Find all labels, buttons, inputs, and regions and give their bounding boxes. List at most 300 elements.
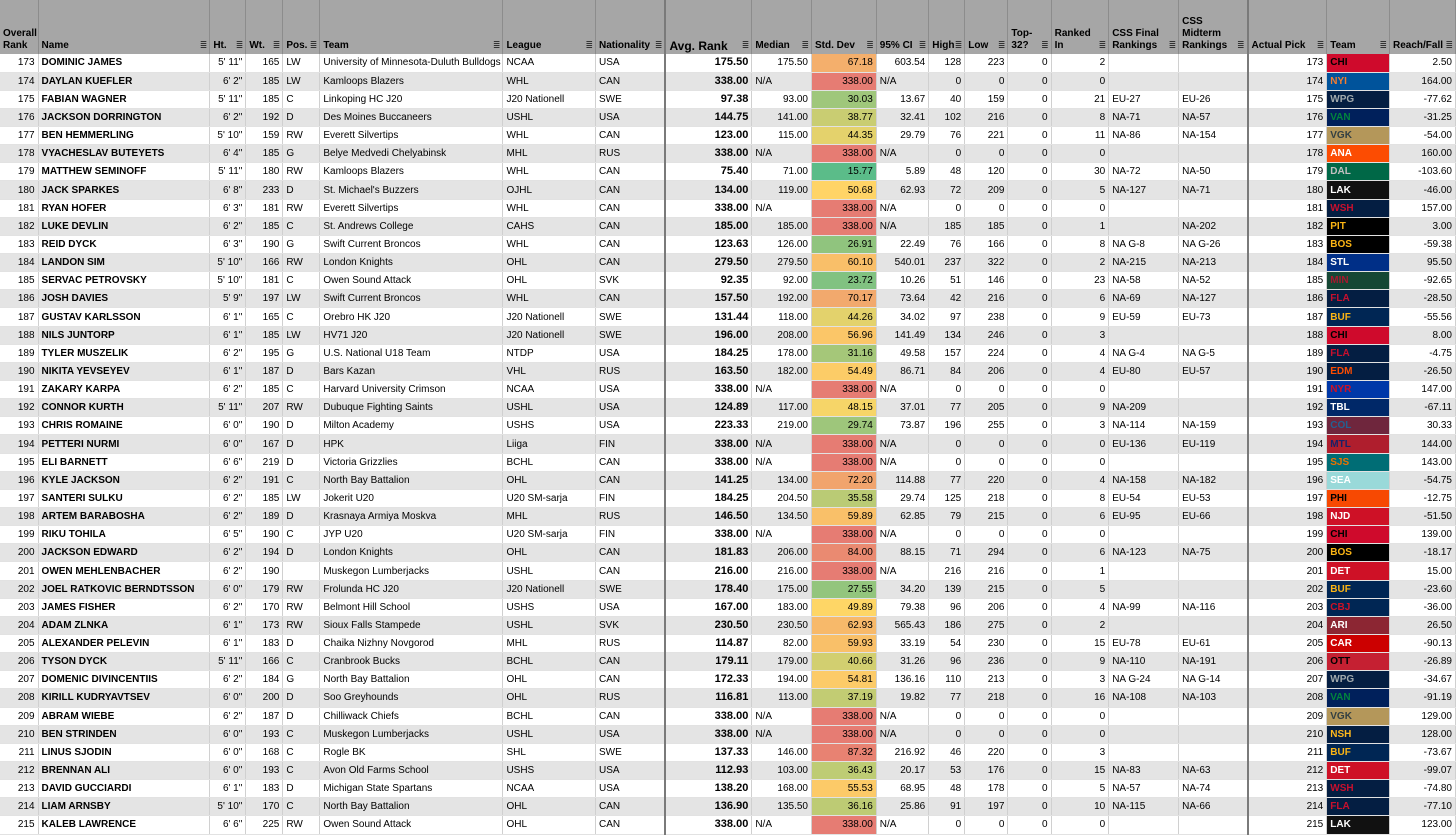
cell-high[interactable]: 76 bbox=[929, 235, 965, 253]
column-header[interactable] bbox=[1389, 0, 1455, 54]
cell-nationality[interactable]: RUS bbox=[596, 508, 666, 526]
cell-css-final[interactable] bbox=[1109, 381, 1179, 399]
cell-player-name[interactable]: DOMENIC DIVINCENTIIS bbox=[38, 671, 210, 689]
cell-team[interactable]: North Bay Battalion bbox=[320, 471, 503, 489]
cell-team[interactable]: JYP U20 bbox=[320, 526, 503, 544]
cell-top32[interactable]: 0 bbox=[1008, 471, 1051, 489]
cell-position[interactable]: C bbox=[283, 308, 320, 326]
filter-dropdown-icon[interactable]: ≣ bbox=[1168, 40, 1177, 50]
cell-high[interactable]: 71 bbox=[929, 544, 965, 562]
cell-position[interactable]: G bbox=[283, 235, 320, 253]
cell-actual-pick[interactable]: 205 bbox=[1248, 635, 1327, 653]
cell-league[interactable]: USHS bbox=[503, 761, 596, 779]
cell-css-final[interactable]: NA-215 bbox=[1109, 254, 1179, 272]
cell-drafting-team[interactable]: BOS bbox=[1327, 235, 1390, 253]
cell-position[interactable]: D bbox=[283, 435, 320, 453]
cell-drafting-team[interactable]: NJD bbox=[1327, 508, 1390, 526]
cell-position[interactable]: C bbox=[283, 272, 320, 290]
cell-rank[interactable]: 177 bbox=[0, 127, 38, 145]
cell-player-name[interactable]: NIKITA YEVSEYEV bbox=[38, 362, 210, 380]
cell-std-dev[interactable]: 60.10 bbox=[811, 254, 876, 272]
filter-dropdown-icon[interactable]: ≣ bbox=[585, 40, 593, 50]
cell-position[interactable]: C bbox=[283, 798, 320, 816]
table-row[interactable] bbox=[0, 308, 1456, 326]
cell-team[interactable]: Rogle BK bbox=[320, 743, 503, 761]
cell-position[interactable]: D bbox=[283, 689, 320, 707]
cell-team[interactable]: Krasnaya Armiya Moskva bbox=[320, 508, 503, 526]
cell-drafting-team[interactable]: ARI bbox=[1327, 616, 1390, 634]
cell-player-name[interactable]: ZAKARY KARPA bbox=[38, 381, 210, 399]
cell-std-dev[interactable]: 29.74 bbox=[811, 417, 876, 435]
cell-ci95[interactable]: 62.85 bbox=[876, 508, 928, 526]
cell-css-midterm[interactable]: NA-52 bbox=[1179, 272, 1248, 290]
cell-std-dev[interactable]: 338.00 bbox=[811, 725, 876, 743]
cell-median[interactable]: 119.00 bbox=[752, 181, 812, 199]
cell-low[interactable]: 120 bbox=[965, 163, 1008, 181]
cell-std-dev[interactable]: 338.00 bbox=[811, 72, 876, 90]
cell-high[interactable]: 0 bbox=[929, 72, 965, 90]
cell-drafting-team[interactable]: CHI bbox=[1327, 326, 1390, 344]
cell-team[interactable]: Sioux Falls Stampede bbox=[320, 616, 503, 634]
cell-weight[interactable]: 185 bbox=[246, 145, 283, 163]
cell-top32[interactable]: 0 bbox=[1008, 163, 1051, 181]
cell-low[interactable]: 255 bbox=[965, 417, 1008, 435]
cell-weight[interactable]: 190 bbox=[246, 526, 283, 544]
table-row[interactable] bbox=[0, 362, 1456, 380]
cell-nationality[interactable]: CAN bbox=[596, 671, 666, 689]
cell-position[interactable]: D bbox=[283, 635, 320, 653]
cell-weight[interactable]: 190 bbox=[246, 417, 283, 435]
cell-height[interactable]: 6' 2" bbox=[210, 344, 246, 362]
cell-actual-pick[interactable]: 182 bbox=[1248, 217, 1327, 235]
cell-nationality[interactable]: SWE bbox=[596, 580, 666, 598]
cell-player-name[interactable]: KIRILL KUDRYAVTSEV bbox=[38, 689, 210, 707]
cell-avg-rank[interactable]: 279.50 bbox=[665, 254, 751, 272]
table-row[interactable] bbox=[0, 544, 1456, 562]
cell-drafting-team[interactable]: LAK bbox=[1327, 181, 1390, 199]
cell-ci95[interactable]: 73.87 bbox=[876, 417, 928, 435]
cell-avg-rank[interactable]: 230.50 bbox=[665, 616, 751, 634]
table-row[interactable] bbox=[0, 725, 1456, 743]
cell-nationality[interactable]: SWE bbox=[596, 90, 666, 108]
table-row[interactable] bbox=[0, 145, 1456, 163]
cell-avg-rank[interactable]: 338.00 bbox=[665, 526, 751, 544]
cell-css-midterm[interactable] bbox=[1179, 616, 1248, 634]
cell-css-midterm[interactable]: NA-154 bbox=[1179, 127, 1248, 145]
cell-median[interactable]: 219.00 bbox=[752, 417, 812, 435]
cell-css-midterm[interactable] bbox=[1179, 326, 1248, 344]
cell-rank[interactable]: 208 bbox=[0, 689, 38, 707]
cell-team[interactable]: Soo Greyhounds bbox=[320, 689, 503, 707]
cell-nationality[interactable]: CAN bbox=[596, 199, 666, 217]
filter-dropdown-icon[interactable]: ≣ bbox=[1316, 40, 1325, 50]
cell-median[interactable]: N/A bbox=[752, 816, 812, 834]
table-row[interactable] bbox=[0, 653, 1456, 671]
cell-median[interactable]: 204.50 bbox=[752, 489, 812, 507]
cell-weight[interactable]: 225 bbox=[246, 816, 283, 834]
cell-drafting-team[interactable]: FLA bbox=[1327, 290, 1390, 308]
cell-drafting-team[interactable]: EDM bbox=[1327, 362, 1390, 380]
cell-height[interactable]: 6' 0" bbox=[210, 725, 246, 743]
cell-avg-rank[interactable]: 167.00 bbox=[665, 598, 751, 616]
cell-avg-rank[interactable]: 134.00 bbox=[665, 181, 751, 199]
cell-median[interactable]: 146.00 bbox=[752, 743, 812, 761]
cell-std-dev[interactable]: 84.00 bbox=[811, 544, 876, 562]
cell-high[interactable]: 0 bbox=[929, 453, 965, 471]
cell-player-name[interactable]: JOSH DAVIES bbox=[38, 290, 210, 308]
cell-nationality[interactable]: CAN bbox=[596, 235, 666, 253]
cell-css-final[interactable]: NA-69 bbox=[1109, 290, 1179, 308]
cell-rank[interactable]: 205 bbox=[0, 635, 38, 653]
cell-median[interactable]: 208.00 bbox=[752, 326, 812, 344]
cell-reach-fall[interactable]: 26.50 bbox=[1389, 616, 1455, 634]
table-row[interactable] bbox=[0, 90, 1456, 108]
cell-css-final[interactable]: NA-127 bbox=[1109, 181, 1179, 199]
cell-player-name[interactable]: GUSTAV KARLSSON bbox=[38, 308, 210, 326]
cell-ci95[interactable]: 29.79 bbox=[876, 127, 928, 145]
cell-css-midterm[interactable]: NA-63 bbox=[1179, 761, 1248, 779]
cell-team[interactable]: HPK bbox=[320, 435, 503, 453]
cell-rank[interactable]: 197 bbox=[0, 489, 38, 507]
cell-nationality[interactable]: USA bbox=[596, 381, 666, 399]
cell-css-midterm[interactable] bbox=[1179, 381, 1248, 399]
cell-reach-fall[interactable]: -31.25 bbox=[1389, 108, 1455, 126]
cell-player-name[interactable]: RIKU TOHILA bbox=[38, 526, 210, 544]
column-header[interactable] bbox=[246, 0, 283, 54]
cell-css-final[interactable]: EU-80 bbox=[1109, 362, 1179, 380]
cell-rank[interactable]: 173 bbox=[0, 54, 38, 72]
cell-position[interactable]: D bbox=[283, 181, 320, 199]
cell-high[interactable]: 84 bbox=[929, 362, 965, 380]
cell-median[interactable]: 71.00 bbox=[752, 163, 812, 181]
cell-css-midterm[interactable]: NA-116 bbox=[1179, 598, 1248, 616]
cell-weight[interactable]: 192 bbox=[246, 108, 283, 126]
cell-player-name[interactable]: JACK SPARKES bbox=[38, 181, 210, 199]
cell-league[interactable]: Liiga bbox=[503, 435, 596, 453]
cell-actual-pick[interactable]: 189 bbox=[1248, 344, 1327, 362]
cell-low[interactable]: 0 bbox=[965, 145, 1008, 163]
cell-reach-fall[interactable]: 147.00 bbox=[1389, 381, 1455, 399]
cell-low[interactable]: 0 bbox=[965, 725, 1008, 743]
cell-team[interactable]: Jokerit U20 bbox=[320, 489, 503, 507]
table-row[interactable] bbox=[0, 199, 1456, 217]
cell-high[interactable]: 110 bbox=[929, 671, 965, 689]
cell-team[interactable]: Avon Old Farms School bbox=[320, 761, 503, 779]
cell-reach-fall[interactable]: 139.00 bbox=[1389, 526, 1455, 544]
cell-std-dev[interactable]: 56.96 bbox=[811, 326, 876, 344]
cell-avg-rank[interactable]: 196.00 bbox=[665, 326, 751, 344]
table-row[interactable] bbox=[0, 707, 1456, 725]
cell-team[interactable]: Muskegon Lumberjacks bbox=[320, 562, 503, 580]
cell-median[interactable]: 135.50 bbox=[752, 798, 812, 816]
cell-height[interactable]: 5' 11" bbox=[210, 90, 246, 108]
cell-low[interactable]: 209 bbox=[965, 181, 1008, 199]
cell-player-name[interactable]: DAVID GUCCIARDI bbox=[38, 780, 210, 798]
cell-drafting-team[interactable]: WSH bbox=[1327, 199, 1390, 217]
cell-css-final[interactable]: NA-114 bbox=[1109, 417, 1179, 435]
cell-reach-fall[interactable]: 128.00 bbox=[1389, 725, 1455, 743]
cell-avg-rank[interactable]: 338.00 bbox=[665, 381, 751, 399]
cell-low[interactable]: 206 bbox=[965, 598, 1008, 616]
cell-css-midterm[interactable]: NA-50 bbox=[1179, 163, 1248, 181]
cell-css-midterm[interactable]: NA-103 bbox=[1179, 689, 1248, 707]
cell-league[interactable]: J20 Nationell bbox=[503, 308, 596, 326]
cell-ranked-in[interactable]: 9 bbox=[1051, 399, 1109, 417]
cell-player-name[interactable]: DAYLAN KUEFLER bbox=[38, 72, 210, 90]
cell-position[interactable]: C bbox=[283, 90, 320, 108]
cell-median[interactable]: 82.00 bbox=[752, 635, 812, 653]
cell-css-final[interactable]: NA G-24 bbox=[1109, 671, 1179, 689]
cell-player-name[interactable]: TYLER MUSZELIK bbox=[38, 344, 210, 362]
cell-css-final[interactable]: EU-54 bbox=[1109, 489, 1179, 507]
cell-actual-pick[interactable]: 195 bbox=[1248, 453, 1327, 471]
cell-height[interactable]: 6' 2" bbox=[210, 108, 246, 126]
cell-reach-fall[interactable]: -103.60 bbox=[1389, 163, 1455, 181]
cell-position[interactable]: C bbox=[283, 381, 320, 399]
cell-css-midterm[interactable]: NA-213 bbox=[1179, 254, 1248, 272]
cell-high[interactable]: 77 bbox=[929, 471, 965, 489]
cell-css-midterm[interactable]: NA-127 bbox=[1179, 290, 1248, 308]
cell-median[interactable]: 183.00 bbox=[752, 598, 812, 616]
cell-height[interactable]: 6' 2" bbox=[210, 671, 246, 689]
cell-player-name[interactable]: KYLE JACKSON bbox=[38, 471, 210, 489]
filter-dropdown-icon[interactable]: ≣ bbox=[199, 40, 208, 50]
cell-weight[interactable]: 190 bbox=[246, 562, 283, 580]
cell-rank[interactable]: 200 bbox=[0, 544, 38, 562]
cell-high[interactable]: 42 bbox=[929, 290, 965, 308]
cell-league[interactable]: OJHL bbox=[503, 181, 596, 199]
cell-top32[interactable]: 0 bbox=[1008, 526, 1051, 544]
cell-ranked-in[interactable]: 2 bbox=[1051, 616, 1109, 634]
cell-player-name[interactable]: LANDON SIM bbox=[38, 254, 210, 272]
cell-ci95[interactable]: 29.74 bbox=[876, 489, 928, 507]
cell-ranked-in[interactable]: 4 bbox=[1051, 362, 1109, 380]
table-row[interactable] bbox=[0, 381, 1456, 399]
cell-team[interactable]: U.S. National U18 Team bbox=[320, 344, 503, 362]
cell-top32[interactable]: 0 bbox=[1008, 290, 1051, 308]
cell-league[interactable]: J20 Nationell bbox=[503, 326, 596, 344]
cell-median[interactable]: 192.00 bbox=[752, 290, 812, 308]
cell-team[interactable]: North Bay Battalion bbox=[320, 671, 503, 689]
filter-dropdown-icon[interactable]: ≣ bbox=[1237, 40, 1245, 50]
cell-drafting-team[interactable]: WPG bbox=[1327, 671, 1390, 689]
cell-ci95[interactable]: 565.43 bbox=[876, 616, 928, 634]
cell-actual-pick[interactable]: 215 bbox=[1248, 816, 1327, 834]
cell-weight[interactable]: 193 bbox=[246, 761, 283, 779]
cell-top32[interactable]: 0 bbox=[1008, 235, 1051, 253]
cell-top32[interactable]: 0 bbox=[1008, 798, 1051, 816]
cell-reach-fall[interactable]: -91.19 bbox=[1389, 689, 1455, 707]
cell-median[interactable]: N/A bbox=[752, 435, 812, 453]
cell-team[interactable]: Harvard University Crimson bbox=[320, 381, 503, 399]
cell-high[interactable]: 196 bbox=[929, 417, 965, 435]
cell-ranked-in[interactable]: 4 bbox=[1051, 471, 1109, 489]
cell-ci95[interactable]: 37.01 bbox=[876, 399, 928, 417]
cell-nationality[interactable]: CAN bbox=[596, 217, 666, 235]
cell-top32[interactable]: 0 bbox=[1008, 616, 1051, 634]
cell-drafting-team[interactable]: BUF bbox=[1327, 580, 1390, 598]
cell-avg-rank[interactable]: 123.00 bbox=[665, 127, 751, 145]
cell-nationality[interactable]: CAN bbox=[596, 562, 666, 580]
cell-team[interactable]: Everett Silvertips bbox=[320, 199, 503, 217]
cell-position[interactable]: C bbox=[283, 725, 320, 743]
cell-rank[interactable]: 180 bbox=[0, 181, 38, 199]
cell-reach-fall[interactable]: -23.60 bbox=[1389, 580, 1455, 598]
cell-avg-rank[interactable]: 141.25 bbox=[665, 471, 751, 489]
cell-median[interactable]: N/A bbox=[752, 199, 812, 217]
cell-median[interactable]: 115.00 bbox=[752, 127, 812, 145]
cell-ci95[interactable]: 20.17 bbox=[876, 761, 928, 779]
cell-avg-rank[interactable]: 136.90 bbox=[665, 798, 751, 816]
cell-ranked-in[interactable]: 3 bbox=[1051, 417, 1109, 435]
cell-reach-fall[interactable]: 95.50 bbox=[1389, 254, 1455, 272]
cell-top32[interactable]: 0 bbox=[1008, 399, 1051, 417]
cell-css-final[interactable]: NA-72 bbox=[1109, 163, 1179, 181]
cell-top32[interactable]: 0 bbox=[1008, 635, 1051, 653]
cell-reach-fall[interactable]: -90.13 bbox=[1389, 635, 1455, 653]
cell-median[interactable]: 134.50 bbox=[752, 508, 812, 526]
cell-position[interactable]: D bbox=[283, 453, 320, 471]
cell-low[interactable]: 0 bbox=[965, 707, 1008, 725]
cell-nationality[interactable]: USA bbox=[596, 54, 666, 72]
cell-player-name[interactable]: SERVAC PETROVSKY bbox=[38, 272, 210, 290]
cell-avg-rank[interactable]: 338.00 bbox=[665, 725, 751, 743]
table-row[interactable] bbox=[0, 489, 1456, 507]
cell-low[interactable]: 218 bbox=[965, 689, 1008, 707]
cell-css-midterm[interactable] bbox=[1179, 72, 1248, 90]
cell-league[interactable]: WHL bbox=[503, 290, 596, 308]
cell-height[interactable]: 6' 2" bbox=[210, 544, 246, 562]
cell-nationality[interactable]: FIN bbox=[596, 526, 666, 544]
cell-rank[interactable]: 196 bbox=[0, 471, 38, 489]
filter-dropdown-icon[interactable]: ≣ bbox=[918, 40, 927, 50]
column-header[interactable] bbox=[1248, 0, 1327, 54]
cell-rank[interactable]: 203 bbox=[0, 598, 38, 616]
cell-ci95[interactable]: 216.92 bbox=[876, 743, 928, 761]
cell-median[interactable]: 141.00 bbox=[752, 108, 812, 126]
cell-league[interactable]: USHL bbox=[503, 725, 596, 743]
cell-position[interactable]: D bbox=[283, 417, 320, 435]
cell-nationality[interactable]: CAN bbox=[596, 653, 666, 671]
cell-position[interactable]: RW bbox=[283, 816, 320, 834]
cell-player-name[interactable]: LINUS SJODIN bbox=[38, 743, 210, 761]
cell-css-final[interactable]: NA-57 bbox=[1109, 780, 1179, 798]
cell-avg-rank[interactable]: 223.33 bbox=[665, 417, 751, 435]
cell-height[interactable]: 6' 0" bbox=[210, 417, 246, 435]
cell-league[interactable]: U20 SM-sarja bbox=[503, 526, 596, 544]
cell-rank[interactable]: 176 bbox=[0, 108, 38, 126]
cell-reach-fall[interactable]: 143.00 bbox=[1389, 453, 1455, 471]
cell-ranked-in[interactable]: 5 bbox=[1051, 580, 1109, 598]
cell-height[interactable]: 6' 0" bbox=[210, 761, 246, 779]
cell-median[interactable]: 134.00 bbox=[752, 471, 812, 489]
cell-std-dev[interactable]: 44.35 bbox=[811, 127, 876, 145]
cell-team[interactable]: St. Andrews College bbox=[320, 217, 503, 235]
cell-drafting-team[interactable]: MTL bbox=[1327, 435, 1390, 453]
cell-avg-rank[interactable]: 338.00 bbox=[665, 816, 751, 834]
cell-actual-pick[interactable]: 184 bbox=[1248, 254, 1327, 272]
column-header[interactable] bbox=[1109, 0, 1179, 54]
cell-rank[interactable]: 194 bbox=[0, 435, 38, 453]
cell-low[interactable]: 246 bbox=[965, 326, 1008, 344]
cell-rank[interactable]: 174 bbox=[0, 72, 38, 90]
cell-drafting-team[interactable]: BUF bbox=[1327, 308, 1390, 326]
cell-drafting-team[interactable]: VAN bbox=[1327, 108, 1390, 126]
cell-weight[interactable]: 187 bbox=[246, 362, 283, 380]
cell-high[interactable]: 216 bbox=[929, 562, 965, 580]
cell-std-dev[interactable]: 62.93 bbox=[811, 616, 876, 634]
cell-std-dev[interactable]: 54.49 bbox=[811, 362, 876, 380]
column-header[interactable] bbox=[596, 0, 666, 54]
cell-nationality[interactable]: USA bbox=[596, 344, 666, 362]
cell-median[interactable]: 230.50 bbox=[752, 616, 812, 634]
cell-reach-fall[interactable]: -54.75 bbox=[1389, 471, 1455, 489]
cell-reach-fall[interactable]: 123.00 bbox=[1389, 816, 1455, 834]
cell-drafting-team[interactable]: DET bbox=[1327, 761, 1390, 779]
cell-ranked-in[interactable]: 9 bbox=[1051, 653, 1109, 671]
cell-high[interactable]: 48 bbox=[929, 780, 965, 798]
cell-drafting-team[interactable]: BOS bbox=[1327, 544, 1390, 562]
cell-ci95[interactable]: N/A bbox=[876, 199, 928, 217]
cell-css-midterm[interactable]: NA-66 bbox=[1179, 798, 1248, 816]
cell-css-midterm[interactable]: NA-74 bbox=[1179, 780, 1248, 798]
cell-std-dev[interactable]: 27.55 bbox=[811, 580, 876, 598]
cell-player-name[interactable]: MATTHEW SEMINOFF bbox=[38, 163, 210, 181]
cell-avg-rank[interactable]: 338.00 bbox=[665, 199, 751, 217]
cell-drafting-team[interactable]: COL bbox=[1327, 417, 1390, 435]
cell-top32[interactable]: 0 bbox=[1008, 725, 1051, 743]
cell-std-dev[interactable]: 55.53 bbox=[811, 780, 876, 798]
cell-position[interactable]: D bbox=[283, 508, 320, 526]
cell-ci95[interactable]: 88.15 bbox=[876, 544, 928, 562]
cell-team[interactable]: Dubuque Fighting Saints bbox=[320, 399, 503, 417]
cell-nationality[interactable]: CAN bbox=[596, 181, 666, 199]
cell-height[interactable]: 6' 5" bbox=[210, 526, 246, 544]
cell-low[interactable]: 216 bbox=[965, 108, 1008, 126]
cell-actual-pick[interactable]: 212 bbox=[1248, 761, 1327, 779]
cell-weight[interactable]: 194 bbox=[246, 544, 283, 562]
cell-avg-rank[interactable]: 175.50 bbox=[665, 54, 751, 72]
cell-css-final[interactable]: EU-136 bbox=[1109, 435, 1179, 453]
cell-league[interactable]: NTDP bbox=[503, 344, 596, 362]
cell-position[interactable]: D bbox=[283, 707, 320, 725]
cell-player-name[interactable]: DOMINIC JAMES bbox=[38, 54, 210, 72]
cell-position[interactable]: RW bbox=[283, 399, 320, 417]
cell-rank[interactable]: 215 bbox=[0, 816, 38, 834]
table-row[interactable] bbox=[0, 54, 1456, 72]
cell-weight[interactable]: 185 bbox=[246, 217, 283, 235]
cell-reach-fall[interactable]: -73.67 bbox=[1389, 743, 1455, 761]
cell-top32[interactable]: 0 bbox=[1008, 598, 1051, 616]
cell-league[interactable]: USHL bbox=[503, 562, 596, 580]
cell-weight[interactable]: 180 bbox=[246, 163, 283, 181]
cell-reach-fall[interactable]: -74.80 bbox=[1389, 780, 1455, 798]
column-header[interactable] bbox=[210, 0, 246, 54]
cell-height[interactable]: 5' 10" bbox=[210, 127, 246, 145]
cell-high[interactable]: 48 bbox=[929, 163, 965, 181]
cell-height[interactable]: 5' 9" bbox=[210, 290, 246, 308]
cell-weight[interactable]: 193 bbox=[246, 725, 283, 743]
cell-css-final[interactable] bbox=[1109, 453, 1179, 471]
cell-height[interactable]: 6' 2" bbox=[210, 707, 246, 725]
cell-ranked-in[interactable]: 0 bbox=[1051, 199, 1109, 217]
cell-low[interactable]: 166 bbox=[965, 235, 1008, 253]
cell-nationality[interactable]: CAN bbox=[596, 163, 666, 181]
cell-ranked-in[interactable]: 10 bbox=[1051, 798, 1109, 816]
cell-drafting-team[interactable]: CHI bbox=[1327, 526, 1390, 544]
cell-weight[interactable]: 191 bbox=[246, 471, 283, 489]
cell-weight[interactable]: 168 bbox=[246, 743, 283, 761]
